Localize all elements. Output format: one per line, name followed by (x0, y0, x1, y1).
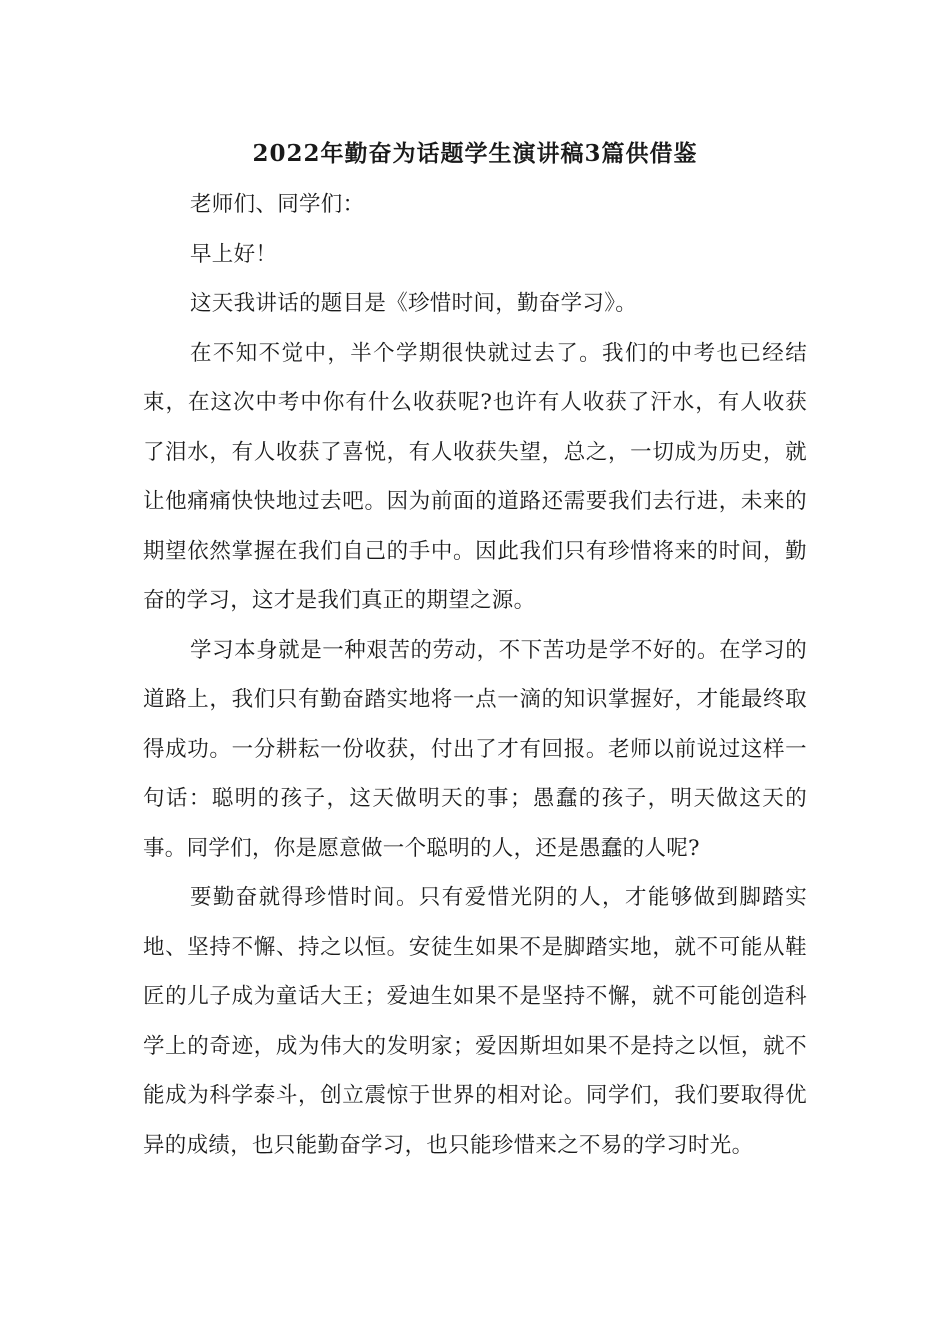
document-title: 2022年勤奋为话题学生演讲稿3篇供借鉴 (252, 140, 698, 167)
document-body (143, 180, 807, 1170)
paragraph: 在不知不觉中，半个学期很快就过去了。我们的中考也已经结束，在这次中考中你有什么收获呢?也许有人收获了汗水，有人收获了泪水，有人收获了喜悦，有人收获失望，总之，一切成为历史，就让他痛痛快快地过去吧。因为前面的道路还需要我们去行进，未来的期望依然掌握在我们自己的手中。因此我们只有珍惜将来的时间，勤奋的学习，这才是我们真正的期望之源。 (143, 340, 807, 613)
paragraph: 要勤奋就得珍惜时间。只有爱惜光阴的人，才能够做到脚踏实地、坚持不懈、持之以恒。安徒生如果不是脚踏实地，就不可能从鞋匠的儿子成为童话大王；爱迪生如果不是坚持不懈，就不可能创造科学上的奇迹，成为伟大的发明家；爱因斯坦如果不是持之以恒，就不能成为科学泰斗，创立震惊于世界的相对论。同学们，我们要取得优异的成绩，也只能勤奋学习，也只能珍惜来之不易的学习时光。 (143, 885, 807, 1158)
paragraph-topic: 这天我讲话的题目是《珍惜时间，勤奋学习》。 (190, 291, 638, 316)
paragraph-salutation: 老师们、同学们： (190, 192, 365, 217)
paragraph-greeting: 早上好！ (190, 241, 278, 267)
paragraph: 学习本身就是一种艰苦的劳动，不下苦功是学不好的。在学习的道路上，我们只有勤奋踏实地将一点一滴的知识掌握好，才能最终取得成功。一分耕耘一份收获，付出了才有回报。老师以前说过这样一句话：聪明的孩子，这天做明天的事；愚蠢的孩子，明天做这天的事。同学们，你是愿意做一个聪明的人，还是愚蠢的人呢? (143, 637, 807, 861)
